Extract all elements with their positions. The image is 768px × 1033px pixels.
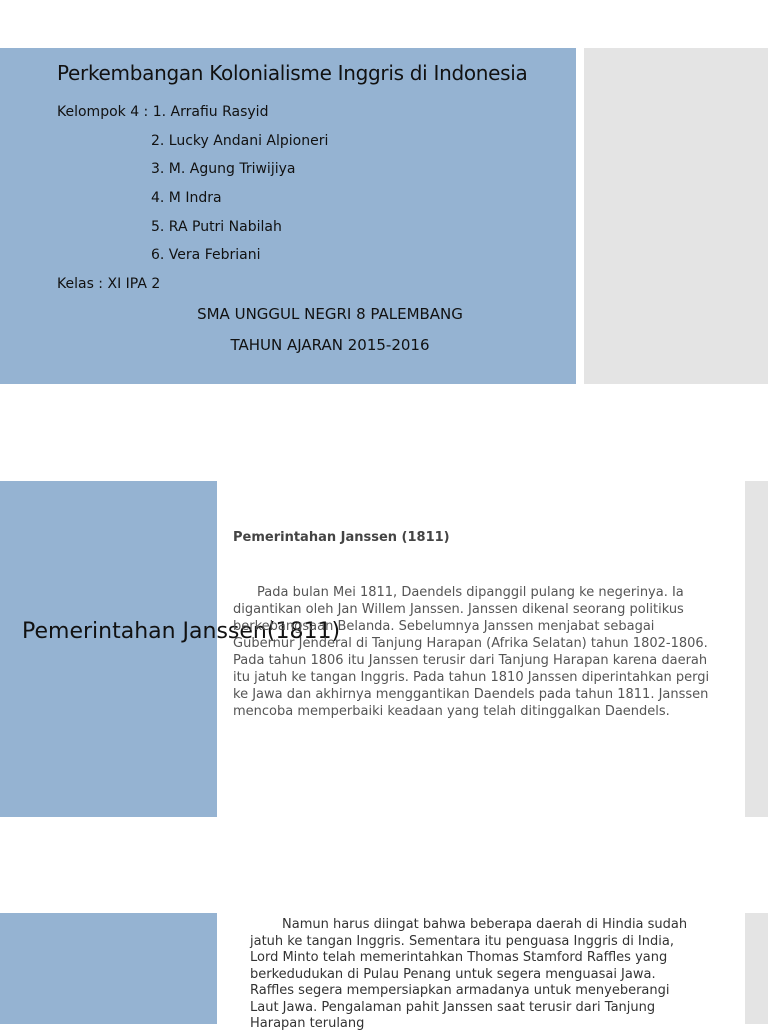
section-body-text: Namun harus diingat bahwa beberapa daerah di Hindia sudah jatuh ke tangan Inggris. Sementara itu penguasa Inggris di India, Lord Minto telah memerintahkan Thomas Stamford Raffles yang berkedudukan di Pulau Penang untuk segera menguasai Jawa. Raffles segera mempersiapkan armadanya untuk menyeberangi Laut Jawa. Pengalaman pahit Janssen saat terusir dari Tanjung Harapan terulang xyxy=(250,917,688,1031)
member-3: 3. M. Agung Triwijiya xyxy=(151,161,296,177)
slide-side-panel xyxy=(584,48,768,384)
section-heading: Pemerintahan Janssen(1811) xyxy=(22,619,341,644)
section-body-text: Pada bulan Mei 1811, Daendels dipanggil pulang ke negerinya. Ia digantikan oleh Jan Willem Janssen. Janssen dikenal seorang politikus berkebangsaan Belanda. Sebelumnya Janssen menjabat sebagai Gubernur Jenderal di Tanjung Harapan (Afrika Selatan) tahun 1802-1806. Pada tahun 1806 itu Janssen terusir dari Tanjung Harapan karena daerah itu jatuh ke tangan Inggris. Pada tahun 1810 Janssen diperintahkan pergi ke Jawa dan akhirnya menggantikan Daendels pada tahun 1811. Janssen mencoba memperbaiki keadaan yang telah ditinggalkan Daendels. xyxy=(233,585,710,719)
slide-side-panel xyxy=(745,481,768,817)
member-2: 2. Lucky Andani Alpioneri xyxy=(151,133,329,149)
section-subheading: Pemerintahan Janssen (1811) xyxy=(233,530,450,545)
title-slide-panel xyxy=(0,48,576,384)
section-heading-panel xyxy=(0,913,217,1024)
section-heading-panel xyxy=(0,481,217,817)
school-name: SMA UNGGUL NEGRI 8 PALEMBANG xyxy=(197,305,463,323)
slide-side-panel xyxy=(745,913,768,1024)
slide-title: Perkembangan Kolonialisme Inggris di Indonesia xyxy=(57,61,528,85)
member-6: 6. Vera Febriani xyxy=(151,247,261,263)
school-year: TAHUN AJARAN 2015-2016 xyxy=(230,336,430,354)
member-4: 4. M Indra xyxy=(151,190,222,206)
class-label: Kelas : XI IPA 2 xyxy=(57,276,161,292)
member-5: 5. RA Putri Nabilah xyxy=(151,219,282,235)
group-label: Kelompok 4 : 1. Arrafiu Rasyid xyxy=(57,104,269,120)
